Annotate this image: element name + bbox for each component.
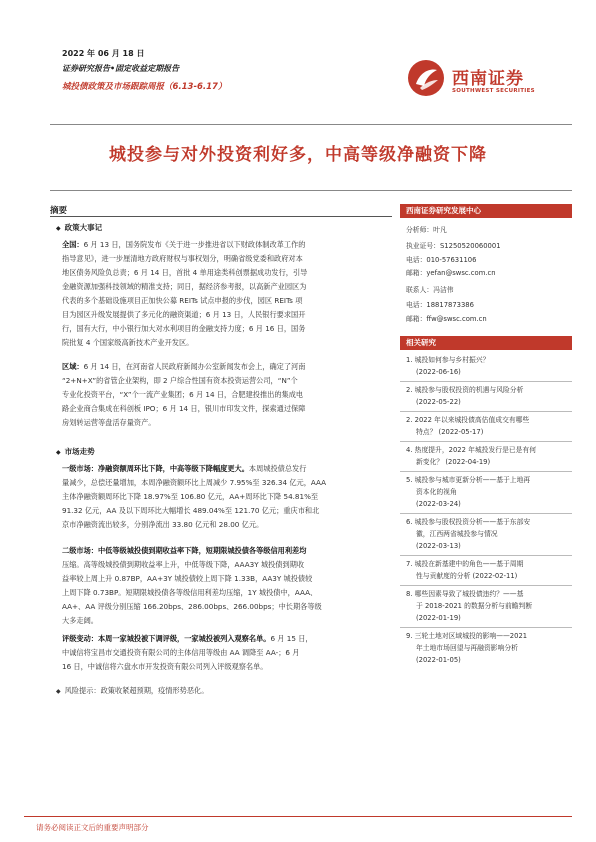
related-divider <box>400 555 572 556</box>
related-line: (2022-01-19) <box>416 614 461 622</box>
related-line: 9. 三轮土地对区域城投的影响——2021 <box>406 632 528 640</box>
company-logo <box>402 56 562 100</box>
related-item[interactable] <box>406 630 568 666</box>
text-line: “2+N+X”的省管企业架构，即 2 户综合性国有资本投资运营公司，“N”个 <box>62 376 298 385</box>
related-divider <box>400 471 572 472</box>
text-line: 大多走阔。 <box>62 616 98 625</box>
logo-emblem-icon <box>406 58 446 98</box>
text-line: 6 月 15 日， <box>270 634 313 643</box>
related-line: 2. 城投参与股权投资的机遇与风险分析 <box>406 386 524 394</box>
related-line: 7. 城投在新基建中的角色——基于周期 <box>406 560 524 568</box>
text-line: 房划转运营等盘活存量资产。 <box>62 418 156 427</box>
risk-warning: ◆ 风险提示：政策收紧超预期，疫情形势恶化。 <box>56 686 209 695</box>
paragraph-lead: 二级市场：中低等级城投债到期收益率下降，短期限城投债各等级信用利差均 <box>62 546 307 555</box>
related-item[interactable] <box>406 474 568 510</box>
related-line: 1. 城投如何参与乡村振兴？ <box>406 356 490 364</box>
text-line: 金融资源加强科技领域的精准支持；同日，据经济参考报，以高新产业园区为 <box>62 282 307 291</box>
text-line: 路企业商合集成在科创板 IPO；6 月 14 日，银川市印发文件，探索通过保障 <box>62 404 306 413</box>
header-divider <box>50 124 572 125</box>
related-heading: 相关研究 <box>400 336 572 350</box>
related-line: 2. 2022 年以来城投债高估值成交有哪些 <box>406 416 530 424</box>
related-item[interactable] <box>406 558 568 582</box>
risk-text: 政策收紧超预期，疫情形势恶化。 <box>100 686 209 695</box>
text-line: 专业化投资平台，“X”个一流产业集团；6 月 14 日，合肥建投推出的集成电 <box>62 390 304 399</box>
section-bullet-policy: ◆ 政策大事记 <box>56 222 102 233</box>
paragraph-lead: 区域： <box>62 362 84 371</box>
related-line: 年土地市场回望与再融资影响分析 <box>416 644 518 652</box>
paragraph-rating-change <box>62 632 388 674</box>
paragraph-lead: 一级市场：净融资额周环比下降，中高等级下降幅度更大。 <box>62 464 249 473</box>
title-divider <box>50 190 572 191</box>
text-line: 行，国有大行，中小银行加大对水利项目的金融支持力度；6 月 16 日，国务 <box>62 324 306 333</box>
related-line: 徽，江西两省城投参与情况 <box>416 530 498 538</box>
page-title: 城投参与对外投资利好多，中高等级净融资下降 <box>109 145 487 165</box>
text-line: 量减少，总偿还量增加，本周净融资额环比上周减少 7.95%至 326.34 亿元，AAA <box>62 478 327 487</box>
text-line: 目为园区升级发展提供了多元化的融资渠道；6 月 13 日，人民银行要求国开 <box>62 310 306 319</box>
text-line: 主体净融资额周环比下降 18.97%至 106.80 亿元，AA+周环比下降 54.81%至 <box>62 492 319 501</box>
related-line: 于 2018-2021 的数据分析与前瞻判断 <box>416 602 533 610</box>
related-item[interactable] <box>406 354 568 378</box>
related-item[interactable] <box>406 588 568 624</box>
text-line: 益率较上周上升 0.87BP，AA+3Y 城投债较上周下降 1.33B，AA3Y 城投债较 <box>62 574 313 583</box>
team-heading: 西南证券研究发展中心 <box>400 204 572 218</box>
logo-name-en: SOUTHWEST SECURITIES <box>452 88 535 94</box>
contact-name: 联系人：冯洁伟 <box>406 286 454 294</box>
logo-name-cn: 西南证券 <box>452 69 524 89</box>
section-bullet-market: ◆ 市场走势 <box>56 446 95 457</box>
related-divider <box>400 627 572 628</box>
footer-divider <box>24 816 572 817</box>
text-line: 代表的多个基础设施项目正加快公募 REITs 试点申报的步伐，园区 REITs 项 <box>62 296 303 305</box>
related-item[interactable] <box>406 516 568 552</box>
related-line: (2022-03-13) <box>416 542 461 550</box>
related-item[interactable] <box>406 444 568 468</box>
related-line: 6. 城投参与股权投资分析——基于东部安 <box>406 518 531 526</box>
related-item[interactable] <box>406 384 568 408</box>
paragraph-regional <box>62 360 388 430</box>
report-date: 2022 年 06 月 18 日 <box>62 49 145 58</box>
related-line: 5. 城投参与城市更新分析——基于上地再 <box>406 476 531 484</box>
related-line: (2022-03-24) <box>416 500 461 508</box>
related-divider <box>400 411 572 412</box>
text-line: 上周下降 0.73BP。短期限城投债各等级信用利差均压缩，1Y 城投债中，AAA、 <box>62 588 318 597</box>
related-line: 资本化的视角 <box>416 488 457 496</box>
text-line: 91.32 亿元，AA 及以下周环比大幅增长 489.04%至 121.70 亿元；重庆市和北 <box>62 506 320 515</box>
text-line: AA+、AA 评级分别压缩 166.20bps、286.00bps、266.00bps；中长期各等级 <box>62 602 322 611</box>
risk-lead: 风险提示： <box>64 686 101 695</box>
related-divider <box>400 585 572 586</box>
analyst-phone: 电话：010-57631106 <box>406 256 477 264</box>
related-line: 4. 热度提升，2022 年城投发行是已是有何 <box>406 446 537 454</box>
report-subtitle: 城投债政策及市场跟踪周报（6.13-6.17） <box>62 82 227 92</box>
related-item[interactable] <box>406 414 568 438</box>
text-line: 中诚信将宝昌市交通投资有限公司的主体信用等级由 AA 调降至 AA-；6 月 <box>62 648 300 657</box>
abstract-divider <box>50 216 392 217</box>
paragraph-primary-market <box>62 462 388 532</box>
related-line: (2022-01-05) <box>416 656 461 664</box>
text-line: 本周城投债总发行 <box>248 464 307 473</box>
related-line: 新变化？ (2022-04-19) <box>416 458 491 466</box>
abstract-heading: 摘要 <box>50 206 68 216</box>
related-line: 8. 哪些因素导致了城投债违约？——基 <box>406 590 524 598</box>
related-divider <box>400 381 572 382</box>
text-line: 京市净融资流出较多，分别净流出 33.80 亿元和 28.00 亿元。 <box>62 520 264 529</box>
contact-email[interactable]: 邮箱：ffw@swsc.com.cn <box>406 315 487 323</box>
related-line: 性与贡献度的分析 (2022-02-11) <box>416 572 518 580</box>
text-line: 16 日，中诚信将六盘水市开发投资有限公司列入评级观察名单。 <box>62 662 268 671</box>
related-line: 特点？ (2022-05-17) <box>416 428 484 436</box>
text-line: 地区债务风险负总责；6 月 14 日，首批 4 单用途类科创票据成功发行，引导 <box>62 268 308 277</box>
footer-disclaimer: 请务必阅读正文后的重要声明部分 <box>36 823 149 832</box>
text-line: 6 月 14 日，在河南省人民政府新闻办公室新闻发布会上，确定了河南 <box>83 362 306 371</box>
analyst-email[interactable]: 邮箱：yefan@swsc.com.cn <box>406 269 496 277</box>
analyst-name: 分析师：叶凡 <box>406 226 447 234</box>
analyst-cert: 执业证号：S1250520060001 <box>406 242 501 250</box>
paragraph-national <box>62 238 388 350</box>
contact-phone: 电话：18817873386 <box>406 301 474 309</box>
paragraph-lead: 全国： <box>62 240 84 249</box>
paragraph-secondary-market <box>62 544 388 628</box>
related-line: (2022-06-16) <box>416 368 461 376</box>
paragraph-lead: 评级变动：本周一家城投被下调评级，一家城投被列入观察名单。 <box>62 634 271 643</box>
related-line: (2022-05-22) <box>416 398 461 406</box>
text-line: 压缩。高等级城投债到期收益率上升，中低等级下降，AAA3Y 城投债到期收 <box>62 560 305 569</box>
report-type: 证券研究报告•固定收益定期报告 <box>62 64 180 73</box>
text-line: 指导意见》，进一步厘清地方政府财权与事权划分，明确省级党委和政府对本 <box>62 254 303 263</box>
text-line: 院批复 4 个国家级高新技术产业开发区。 <box>62 338 194 347</box>
text-line: 6 月 13 日，国务院发布《关于进一步推进省以下财政体制改革工作的 <box>83 240 306 249</box>
related-divider <box>400 441 572 442</box>
related-divider <box>400 513 572 514</box>
